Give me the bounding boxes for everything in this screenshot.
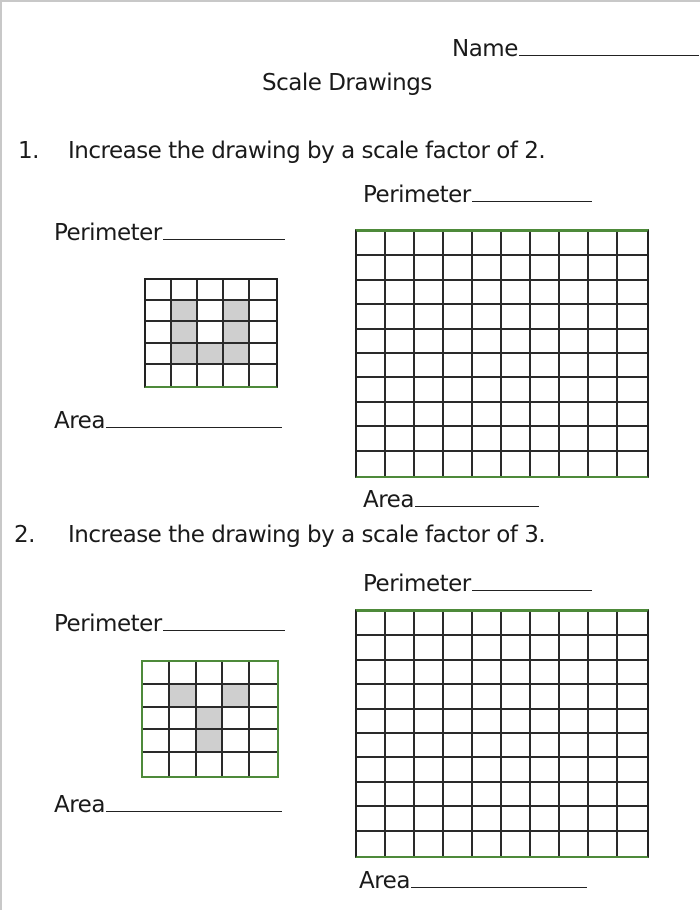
grid-cell	[444, 661, 473, 685]
grid-cell	[560, 636, 589, 660]
grid-cell	[357, 612, 386, 636]
grid-cell	[473, 354, 502, 378]
area-blank[interactable]	[411, 885, 587, 888]
grid-cell	[618, 232, 647, 256]
grid-cell	[502, 832, 531, 856]
grid-cell	[146, 322, 172, 343]
grid-cell	[386, 612, 415, 636]
grid-cell	[357, 330, 386, 354]
grid-cell	[415, 305, 444, 329]
grid-cell	[250, 708, 277, 731]
grid-cell	[618, 685, 647, 709]
grid-cell	[473, 685, 502, 709]
grid-cell	[473, 305, 502, 329]
perimeter-blank[interactable]	[472, 199, 592, 202]
grid-cell	[618, 661, 647, 685]
page-title: Scale Drawings	[262, 70, 432, 96]
grid-cell	[250, 280, 276, 301]
grid-cell	[415, 661, 444, 685]
problem-1-scaled-area[interactable]	[363, 487, 539, 513]
grid-cell	[386, 661, 415, 685]
grid-cell	[386, 832, 415, 856]
grid-cell	[357, 305, 386, 329]
area-label: Area	[363, 487, 414, 513]
grid-cell	[250, 365, 276, 386]
grid-cell	[357, 636, 386, 660]
grid-cell	[223, 662, 250, 685]
grid-cell	[589, 612, 618, 636]
grid-cell	[444, 612, 473, 636]
grid-cell	[444, 378, 473, 402]
grid-cell	[415, 758, 444, 782]
grid-cell	[618, 256, 647, 280]
grid-cell	[473, 734, 502, 758]
grid-cell	[386, 758, 415, 782]
grid-cell	[143, 662, 170, 685]
perimeter-label: Perimeter	[54, 611, 162, 637]
grid-cell	[415, 427, 444, 451]
grid-cell	[473, 281, 502, 305]
perimeter-blank[interactable]	[163, 628, 285, 631]
grid-cell	[531, 612, 560, 636]
grid-cell	[531, 636, 560, 660]
grid-cell	[502, 403, 531, 427]
grid-cell-shaded	[197, 708, 224, 731]
grid-cell	[415, 378, 444, 402]
perimeter-blank[interactable]	[163, 237, 285, 240]
grid-cell	[170, 708, 197, 731]
problem-1-number: 1.	[18, 138, 39, 164]
grid-cell	[415, 807, 444, 831]
grid-cell	[502, 452, 531, 476]
grid-cell	[502, 685, 531, 709]
grid-cell	[502, 758, 531, 782]
problem-2-scaled-grid[interactable]	[355, 609, 649, 858]
grid-cell	[618, 758, 647, 782]
grid-cell	[618, 710, 647, 734]
grid-cell	[502, 807, 531, 831]
grid-cell	[589, 758, 618, 782]
grid-cell	[531, 685, 560, 709]
area-blank[interactable]	[106, 425, 282, 428]
grid-cell	[560, 378, 589, 402]
grid-cell	[386, 281, 415, 305]
grid-cell	[198, 322, 224, 343]
grid-cell	[589, 378, 618, 402]
grid-cell	[618, 452, 647, 476]
grid-cell-shaded	[197, 730, 224, 753]
grid-cell	[143, 685, 170, 708]
grid-cell	[172, 280, 198, 301]
grid-cell	[531, 710, 560, 734]
grid-cell	[502, 612, 531, 636]
grid-cell	[589, 734, 618, 758]
grid-cell	[386, 427, 415, 451]
grid-cell	[589, 403, 618, 427]
grid-cell	[415, 256, 444, 280]
grid-cell	[357, 427, 386, 451]
grid-cell-shaded	[224, 322, 250, 343]
grid-cell	[415, 354, 444, 378]
grid-cell	[386, 256, 415, 280]
grid-cell	[197, 753, 224, 776]
grid-cell	[415, 232, 444, 256]
grid-cell	[250, 322, 276, 343]
grid-cell	[415, 783, 444, 807]
grid-cell	[560, 612, 589, 636]
grid-cell	[224, 280, 250, 301]
grid-cell	[531, 427, 560, 451]
grid-cell	[386, 710, 415, 734]
grid-cell	[589, 710, 618, 734]
grid-cell	[415, 330, 444, 354]
grid-cell	[589, 330, 618, 354]
grid-cell-shaded	[224, 344, 250, 365]
name-blank[interactable]	[519, 53, 699, 56]
grid-cell	[502, 734, 531, 758]
area-blank[interactable]	[415, 504, 539, 507]
grid-cell	[502, 783, 531, 807]
problem-2-original-perimeter[interactable]	[54, 611, 285, 637]
grid-cell	[357, 232, 386, 256]
grid-cell	[444, 256, 473, 280]
grid-cell	[415, 452, 444, 476]
grid-cell	[560, 710, 589, 734]
grid-cell	[589, 354, 618, 378]
grid-cell	[415, 734, 444, 758]
grid-cell	[223, 730, 250, 753]
grid-cell	[386, 403, 415, 427]
grid-cell	[531, 305, 560, 329]
grid-cell	[560, 758, 589, 782]
grid-cell	[444, 354, 473, 378]
grid-cell	[502, 636, 531, 660]
problem-2-scaled-area[interactable]	[359, 868, 587, 894]
grid-cell-shaded	[172, 322, 198, 343]
grid-cell	[143, 730, 170, 753]
grid-cell	[560, 832, 589, 856]
grid-cell	[444, 330, 473, 354]
problem-2-instruction: Increase the drawing by a scale factor of 3.	[68, 522, 546, 548]
grid-cell	[589, 256, 618, 280]
grid-cell	[473, 710, 502, 734]
area-label: Area	[359, 868, 410, 894]
grid-cell	[618, 354, 647, 378]
grid-cell	[386, 305, 415, 329]
grid-cell-shaded	[172, 301, 198, 322]
grid-cell	[357, 685, 386, 709]
grid-cell	[444, 427, 473, 451]
grid-cell	[415, 832, 444, 856]
grid-cell	[589, 232, 618, 256]
problem-1-scaled-perimeter[interactable]	[363, 182, 592, 208]
grid-cell	[531, 232, 560, 256]
grid-cell	[618, 330, 647, 354]
grid-cell	[589, 685, 618, 709]
grid-cell	[560, 427, 589, 451]
grid-cell	[386, 452, 415, 476]
grid-cell	[618, 281, 647, 305]
grid-cell	[531, 807, 560, 831]
grid-cell	[357, 734, 386, 758]
grid-cell	[560, 330, 589, 354]
grid-cell	[560, 305, 589, 329]
grid-cell	[386, 636, 415, 660]
grid-cell	[223, 753, 250, 776]
grid-cell	[589, 305, 618, 329]
grid-cell	[531, 256, 560, 280]
grid-cell-shaded	[198, 344, 224, 365]
grid-cell	[386, 378, 415, 402]
grid-cell	[170, 753, 197, 776]
grid-cell	[386, 807, 415, 831]
grid-cell	[444, 710, 473, 734]
grid-cell	[618, 783, 647, 807]
grid-cell	[386, 232, 415, 256]
grid-cell	[415, 281, 444, 305]
grid-cell	[473, 232, 502, 256]
grid-cell	[415, 685, 444, 709]
grid-cell	[531, 452, 560, 476]
area-label: Area	[54, 408, 105, 434]
grid-cell	[250, 685, 277, 708]
grid-cell	[146, 365, 172, 386]
grid-cell	[473, 807, 502, 831]
grid-cell	[473, 256, 502, 280]
grid-cell	[444, 832, 473, 856]
grid-cell	[618, 305, 647, 329]
grid-cell	[357, 354, 386, 378]
grid-cell	[473, 403, 502, 427]
grid-cell	[473, 758, 502, 782]
grid-cell	[531, 661, 560, 685]
grid-cell	[473, 832, 502, 856]
grid-cell	[357, 378, 386, 402]
grid-cell	[502, 256, 531, 280]
grid-cell	[560, 452, 589, 476]
grid-cell	[531, 783, 560, 807]
grid-cell	[198, 365, 224, 386]
grid-cell	[386, 734, 415, 758]
grid-cell	[473, 427, 502, 451]
grid-cell	[143, 708, 170, 731]
grid-cell	[618, 427, 647, 451]
grid-cell	[143, 753, 170, 776]
grid-cell	[560, 661, 589, 685]
problem-2-original-grid	[141, 660, 279, 778]
grid-cell	[589, 783, 618, 807]
grid-cell	[197, 685, 224, 708]
grid-cell	[473, 612, 502, 636]
grid-cell	[589, 807, 618, 831]
grid-cell	[502, 661, 531, 685]
grid-cell	[502, 305, 531, 329]
grid-cell	[444, 734, 473, 758]
grid-cell	[531, 758, 560, 782]
grid-cell-shaded	[172, 344, 198, 365]
grid-cell	[531, 378, 560, 402]
grid-cell	[357, 661, 386, 685]
grid-cell	[589, 281, 618, 305]
grid-cell	[502, 330, 531, 354]
grid-cell	[146, 280, 172, 301]
grid-cell	[473, 636, 502, 660]
grid-cell	[444, 305, 473, 329]
grid-cell	[560, 256, 589, 280]
grid-cell	[444, 232, 473, 256]
grid-cell	[473, 378, 502, 402]
grid-cell	[357, 281, 386, 305]
grid-cell	[357, 452, 386, 476]
grid-cell	[444, 758, 473, 782]
grid-cell	[560, 232, 589, 256]
grid-cell	[589, 832, 618, 856]
grid-cell	[250, 753, 277, 776]
problem-2-number: 2.	[14, 522, 35, 548]
grid-cell	[357, 710, 386, 734]
grid-cell	[357, 807, 386, 831]
grid-cell	[560, 354, 589, 378]
problem-1-instruction: Increase the drawing by a scale factor of 2.	[68, 138, 546, 164]
grid-cell	[357, 403, 386, 427]
grid-cell	[386, 685, 415, 709]
grid-cell	[560, 783, 589, 807]
perimeter-blank[interactable]	[472, 588, 592, 591]
grid-cell	[357, 758, 386, 782]
grid-cell	[531, 734, 560, 758]
grid-cell	[473, 330, 502, 354]
grid-cell	[198, 280, 224, 301]
grid-cell	[618, 807, 647, 831]
grid-cell	[170, 662, 197, 685]
grid-cell	[473, 783, 502, 807]
problem-2-scaled-perimeter[interactable]	[363, 571, 592, 597]
grid-cell	[618, 378, 647, 402]
grid-cell	[172, 365, 198, 386]
grid-cell	[531, 281, 560, 305]
problem-2-original-area[interactable]	[54, 792, 282, 818]
grid-cell	[223, 708, 250, 731]
grid-cell	[444, 403, 473, 427]
grid-cell	[444, 281, 473, 305]
grid-cell	[444, 636, 473, 660]
grid-cell	[473, 452, 502, 476]
grid-cell	[618, 832, 647, 856]
name-label: Name	[452, 36, 518, 62]
grid-cell	[560, 403, 589, 427]
grid-cell	[560, 281, 589, 305]
grid-cell	[357, 832, 386, 856]
grid-cell	[502, 232, 531, 256]
grid-cell	[531, 330, 560, 354]
area-blank[interactable]	[106, 809, 282, 812]
grid-cell	[444, 685, 473, 709]
grid-cell	[531, 403, 560, 427]
grid-cell	[198, 301, 224, 322]
grid-cell	[250, 662, 277, 685]
grid-cell	[560, 734, 589, 758]
grid-cell-shaded	[223, 685, 250, 708]
problem-1-original-area[interactable]	[54, 408, 282, 434]
grid-cell	[250, 730, 277, 753]
grid-cell	[473, 661, 502, 685]
grid-cell	[502, 710, 531, 734]
grid-cell	[618, 403, 647, 427]
grid-cell	[560, 685, 589, 709]
grid-cell	[357, 256, 386, 280]
problem-1-original-grid	[144, 278, 278, 388]
grid-cell	[415, 403, 444, 427]
grid-cell	[589, 661, 618, 685]
grid-cell	[197, 662, 224, 685]
grid-cell	[531, 832, 560, 856]
grid-cell	[170, 730, 197, 753]
grid-cell-shaded	[170, 685, 197, 708]
perimeter-label: Perimeter	[363, 182, 471, 208]
problem-1-scaled-grid[interactable]	[355, 229, 649, 478]
grid-cell	[502, 427, 531, 451]
grid-cell	[502, 378, 531, 402]
area-label: Area	[54, 792, 105, 818]
grid-cell	[618, 734, 647, 758]
grid-cell	[618, 636, 647, 660]
grid-cell	[386, 330, 415, 354]
grid-cell	[415, 710, 444, 734]
grid-cell	[444, 807, 473, 831]
grid-cell	[357, 783, 386, 807]
grid-cell	[386, 354, 415, 378]
grid-cell	[250, 301, 276, 322]
grid-cell	[560, 807, 589, 831]
grid-cell	[444, 783, 473, 807]
grid-cell	[146, 301, 172, 322]
problem-1-original-perimeter[interactable]	[54, 220, 285, 246]
grid-cell	[589, 427, 618, 451]
grid-cell	[531, 354, 560, 378]
grid-cell	[224, 365, 250, 386]
perimeter-label: Perimeter	[363, 571, 471, 597]
grid-cell-shaded	[224, 301, 250, 322]
grid-cell	[415, 636, 444, 660]
grid-cell	[618, 612, 647, 636]
grid-cell	[250, 344, 276, 365]
grid-cell	[502, 281, 531, 305]
grid-cell	[386, 783, 415, 807]
name-field[interactable]	[452, 36, 699, 62]
grid-cell	[589, 636, 618, 660]
grid-cell	[589, 452, 618, 476]
grid-cell	[146, 344, 172, 365]
grid-cell	[502, 354, 531, 378]
perimeter-label: Perimeter	[54, 220, 162, 246]
grid-cell	[415, 612, 444, 636]
grid-cell	[444, 452, 473, 476]
